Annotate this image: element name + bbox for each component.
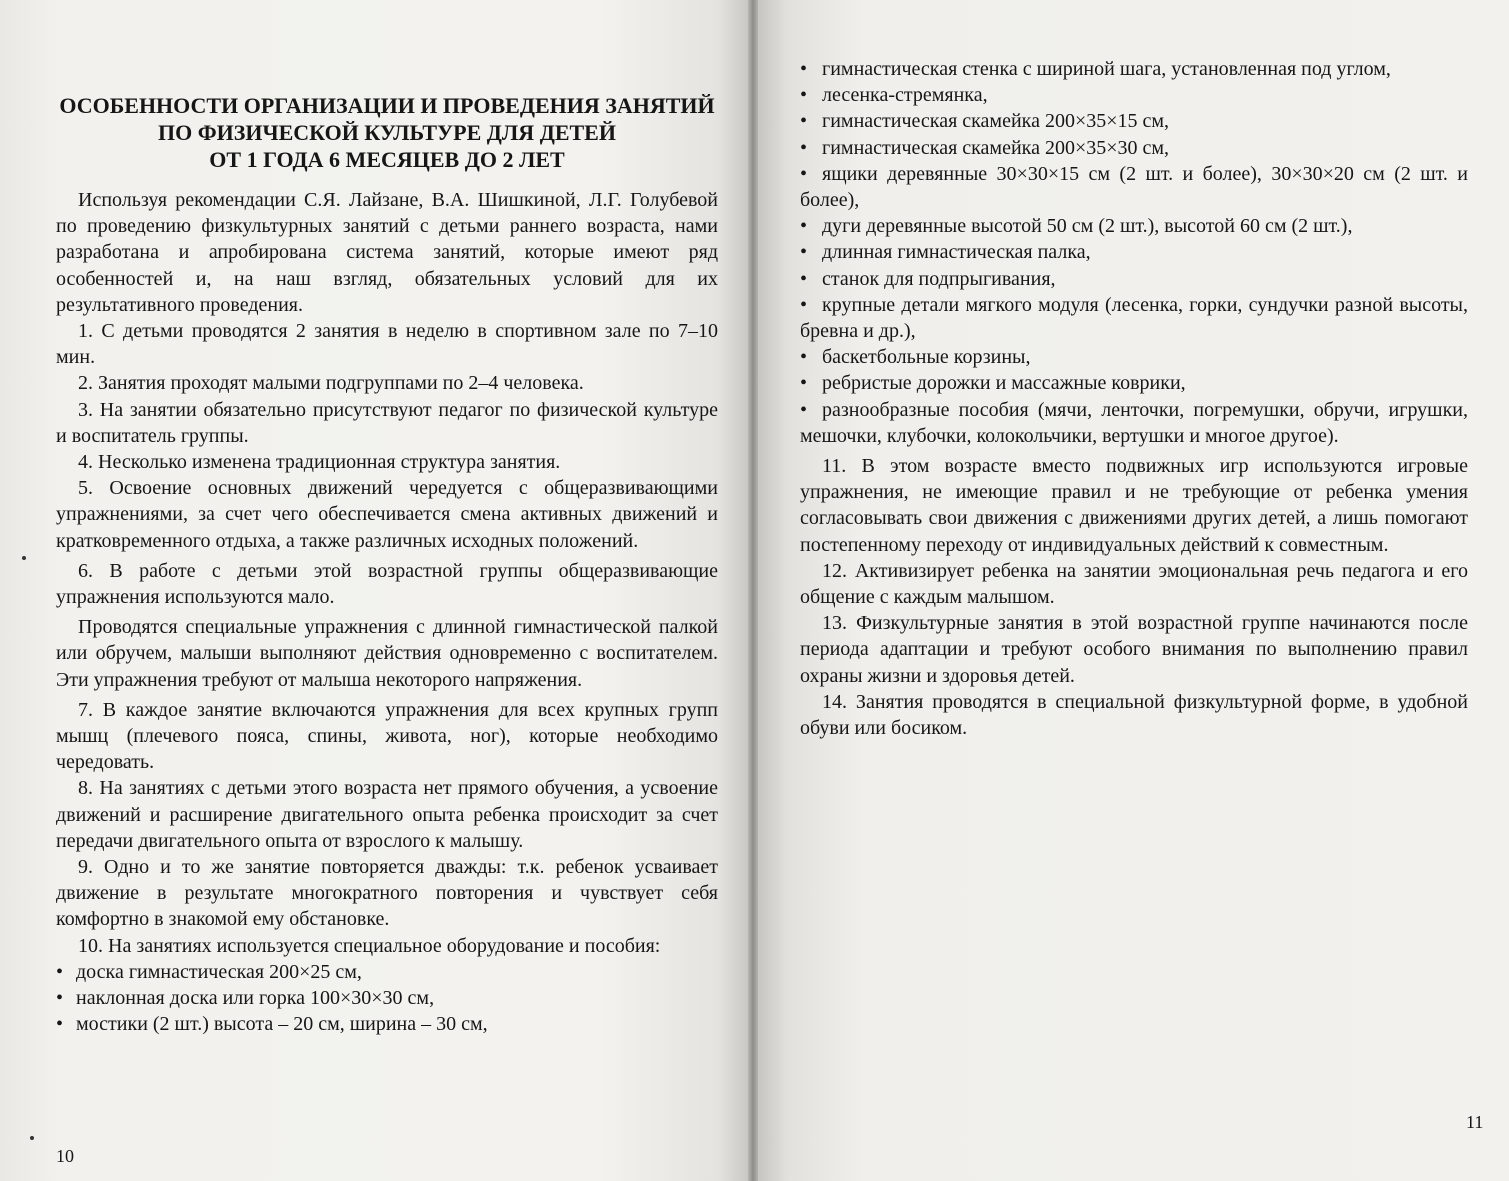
equipment-item: • ребристые дорожки и массажные коврики, — [800, 370, 1468, 396]
page-title — [56, 92, 718, 173]
equipment-item: • дуги деревянные высотой 50 см (2 шт.), высотой 60 см (2 шт.), — [800, 213, 1468, 239]
bullet-icon: • — [800, 372, 808, 395]
equipment-item: • разнообразные пособия (мячи, ленточки, погремушки, обручи, игрушки, мешочки, клубочки, колокольчики, вертушки и многое другое). — [800, 398, 1468, 447]
equipment-item: • баскетбольные корзины, — [800, 344, 1468, 370]
list-item: 4. Несколько изменена традиционная структура занятия. — [78, 451, 561, 474]
list-item: 1. С детьми проводятся 2 занятия в неделю в спортивном зале по 7–10 мин. — [56, 320, 718, 369]
equipment-list — [56, 959, 718, 1038]
list-item: 12. Активизирует ребенка на занятии эмоциональная речь педагога и его общение с каждым малышом. — [800, 559, 1468, 609]
equipment-item: • станок для подпрыгивания, — [800, 266, 1468, 292]
equipment-item: • длинная гимнастическая палка, — [800, 239, 1468, 265]
bullet-icon: • — [56, 960, 64, 983]
equipment-item: • доска гимнастическая 200×25 см, — [56, 959, 718, 985]
special-exercises-paragraph: Проводятся специальные упражнения с длинной гимнастической палкой или обручем, малыши выполняют действия одновременно с воспитателем. Эти упражнения требуют от малыша некоторого напряжения. — [56, 616, 718, 691]
list-item: 6. В работе с детьми этой возрастной группы общеразвивающие упражнения используются мало. — [56, 559, 718, 609]
intro-paragraph: Используя рекомендации С.Я. Лайзане, В.А. Шишкиной, Л.Г. Голубевой по проведению физкультурных занятий с детьми раннего возраста, нами разработана и апробирована система занятий, которые имеют ряд особенностей и, на наш взгляд, обязательных условий для их результативного проведения. — [56, 189, 718, 316]
title-line: ПО ФИЗИЧЕСКОЙ КУЛЬТУРЕ ДЛЯ ДЕТЕЙ — [158, 120, 616, 145]
list-item: 9. Одно и то же занятие повторяется дважды: т.к. ребенок усваивает движение в результате многократного повторения и чувствует себя комфортно в знакомой ему обстановке. — [56, 856, 718, 931]
bullet-icon: • — [800, 136, 808, 159]
bullet-icon: • — [800, 398, 808, 421]
equipment-item: • гимнастическая скамейка 200×35×15 см, — [800, 108, 1468, 134]
equipment-item: • крупные детали мягкого модуля (лесенка, горки, сундучки разной высоты, бревна и др.), — [800, 293, 1468, 343]
bullet-icon: • — [800, 241, 808, 264]
speck — [30, 1136, 34, 1140]
equipment-list-continued — [800, 56, 1468, 449]
bullet-icon: • — [800, 293, 808, 316]
page-number: 11 — [1466, 1112, 1484, 1132]
list-item: 13. Физкультурные занятия в этой возрастной группе начинаются после периода адаптации и требуют особого внимания по выполнению правил охраны жизни и здоровья детей. — [800, 612, 1468, 687]
left-page-content — [56, 92, 718, 1038]
bullet-icon: • — [800, 267, 808, 290]
list-item: 10. На занятиях используется специальное оборудование и пособия: — [78, 934, 661, 957]
right-page-content — [800, 56, 1468, 741]
list-item: 2. Занятия проходят малыми подгруппами по 2–4 человека. — [78, 372, 584, 395]
list-item: 7. В каждое занятие включаются упражнения для всех крупных групп мышц (плечевого пояса, спины, живота, ног), которые необходимо чередовать. — [56, 698, 718, 774]
bullet-icon: • — [800, 58, 808, 80]
equipment-item: • лесенка-стремянка, — [800, 82, 1468, 108]
bullet-icon: • — [800, 162, 808, 185]
list-item: 14. Занятия проводятся в специальной физкультурной форме, в удобной обуви или босиком. — [800, 690, 1468, 740]
list-item: 5. Освоение основных движений чередуется с общеразвивающими упражнениями, за счет чего обеспечивается смена активных движений и кратковременного отдыха, а также различных исходных положений. — [56, 477, 718, 552]
equipment-item: • гимнастическая стенка с шириной шага, установленная под углом, — [800, 56, 1468, 82]
list-item: 8. На занятиях с детьми этого возраста нет прямого обучения, а усвоение движений и расширение двигательного опыта ребенка происходит за счет передачи двигательного опыта от взрослого к малышу. — [56, 777, 718, 852]
bullet-icon: • — [800, 346, 808, 369]
title-line: ОСОБЕННОСТИ ОРГАНИЗАЦИИ И ПРОВЕДЕНИЯ ЗАНЯТИЙ — [59, 93, 715, 118]
equipment-item: • мостики (2 шт.) высота – 20 см, ширина – 30 см, — [56, 1011, 718, 1037]
list-item: 11. В этом возрасте вместо подвижных игр используются игровые упражнения, не имеющие правил и не требующие от ребенка умения согласовывать свои движения с движениями других детей, а лишь помогают постепенному переходу от индивидуальных действий к совместным. — [800, 455, 1468, 556]
book-gutter — [748, 0, 758, 1181]
speck — [22, 556, 26, 560]
bullet-icon: • — [56, 987, 64, 1010]
equipment-item: • ящики деревянные 30×30×15 см (2 шт. и более), 30×30×20 см (2 шт. и более), — [800, 162, 1468, 212]
bullet-icon: • — [800, 215, 808, 238]
bullet-icon: • — [56, 1013, 64, 1036]
title-line: ОТ 1 ГОДА 6 МЕСЯЦЕВ ДО 2 ЛЕТ — [209, 147, 565, 172]
equipment-item: • гимнастическая скамейка 200×35×30 см, — [800, 135, 1468, 161]
page-number: 10 — [56, 1146, 74, 1166]
list-item: 3. На занятии обязательно присутствуют педагог по физической культуре и воспитатель группы. — [56, 398, 718, 447]
bullet-icon: • — [800, 110, 808, 133]
bullet-icon: • — [800, 84, 808, 107]
equipment-item: • наклонная доска или горка 100×30×30 см, — [56, 985, 718, 1011]
